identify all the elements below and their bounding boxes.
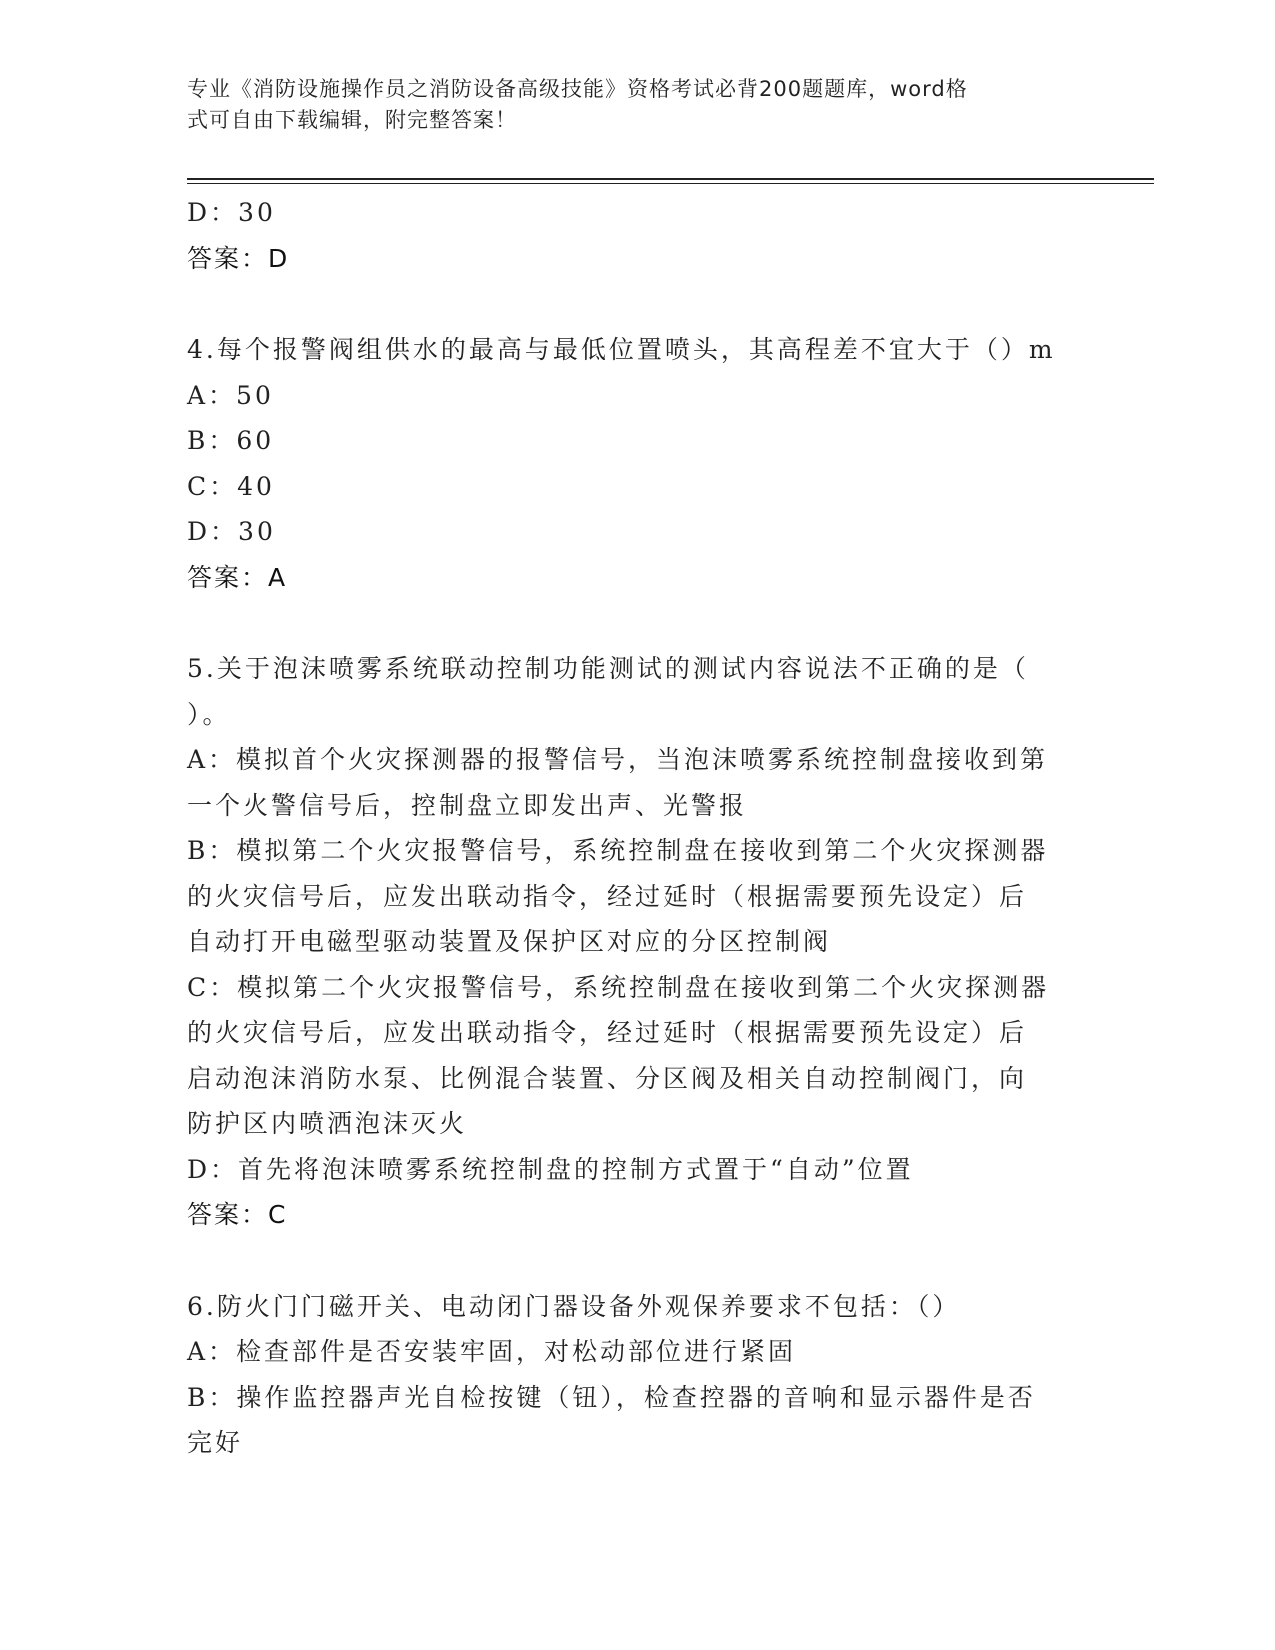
header-divider-thin [187, 183, 1154, 184]
option-a [187, 737, 1087, 828]
option-a: A：检查部件是否安装牢固，对松动部位进行紧固 [187, 1337, 797, 1366]
option-b-line-2: 完好 [187, 1428, 244, 1457]
question-3-continued [187, 190, 1087, 281]
question-stem: 5.关于泡沫喷雾系统联动控制功能测试的测试内容说法不正确的是（ [187, 654, 1029, 683]
header-line-2: 式可自由下载编辑，附完整答案！ [187, 108, 517, 132]
option-d: D：30 [187, 517, 276, 546]
option-b: B：60 [187, 426, 275, 455]
option-b-line-2: 的火灾信号后，应发出联动指令，经过延时（根据需要预先设定）后 [187, 881, 1028, 911]
option-b-line-3: 自动打开电磁型驱动装置及保护区对应的分区控制阀 [187, 927, 832, 956]
answer-line: 答案：A [187, 562, 288, 592]
option-c-line-1: C：模拟第二个火灾报警信号，系统控制盘在接收到第二个火灾探测器 [187, 972, 1050, 1002]
question-4 [187, 327, 1087, 600]
question-5 [187, 646, 1087, 1238]
question-stem-cont: ）。 [187, 699, 231, 729]
option-a-line-1: A：模拟首个火灾探测器的报警信号，当泡沫喷雾系统控制盘接收到第 [187, 745, 1049, 774]
header-line-1: 专业《消防设施操作员之消防设备高级技能》资格考试必背200题题库，word格 [187, 77, 968, 101]
option-c [187, 965, 1087, 1147]
answer-line: 答案：C [187, 1200, 288, 1229]
answer-line: 答案：D [187, 243, 290, 273]
option-a-line-2: 一个火警信号后，控制盘立即发出声、光警报 [187, 790, 748, 820]
option-c-line-3: 启动泡沫消防水泵、比例混合装置、分区阀及相关自动控制阀门，向 [187, 1063, 1028, 1093]
option-b [187, 828, 1087, 965]
option-c-line-4: 防护区内喷洒泡沫灭火 [187, 1109, 468, 1138]
header-divider-thick [187, 178, 1154, 180]
option-b-line-1: B：模拟第二个火灾报警信号，系统控制盘在接收到第二个火灾探测器 [187, 836, 1049, 865]
question-list [187, 190, 1087, 1466]
option-d: D：30 [187, 198, 276, 227]
option-c-line-2: 的火灾信号后，应发出联动指令，经过延时（根据需要预先设定）后 [187, 1018, 1028, 1047]
option-b [187, 1375, 1087, 1466]
question-stem: 4.每个报警阀组供水的最高与最低位置喷头，其高程差不宜大于（）m [187, 335, 1056, 364]
option-c: C：40 [187, 471, 275, 501]
question-stem: 6.防火门门磁开关、电动闭门器设备外观保养要求不包括：（） [187, 1291, 961, 1321]
option-d: D：首先将泡沫喷雾系统控制盘的控制方式置于“自动”位置 [187, 1154, 914, 1184]
option-b-line-1: B：操作监控器声光自检按键（钮），检查控器的音响和显示器件是否 [187, 1382, 1036, 1412]
option-a: A：50 [187, 380, 274, 410]
page-header [187, 74, 1067, 136]
question-6 [187, 1284, 1087, 1466]
